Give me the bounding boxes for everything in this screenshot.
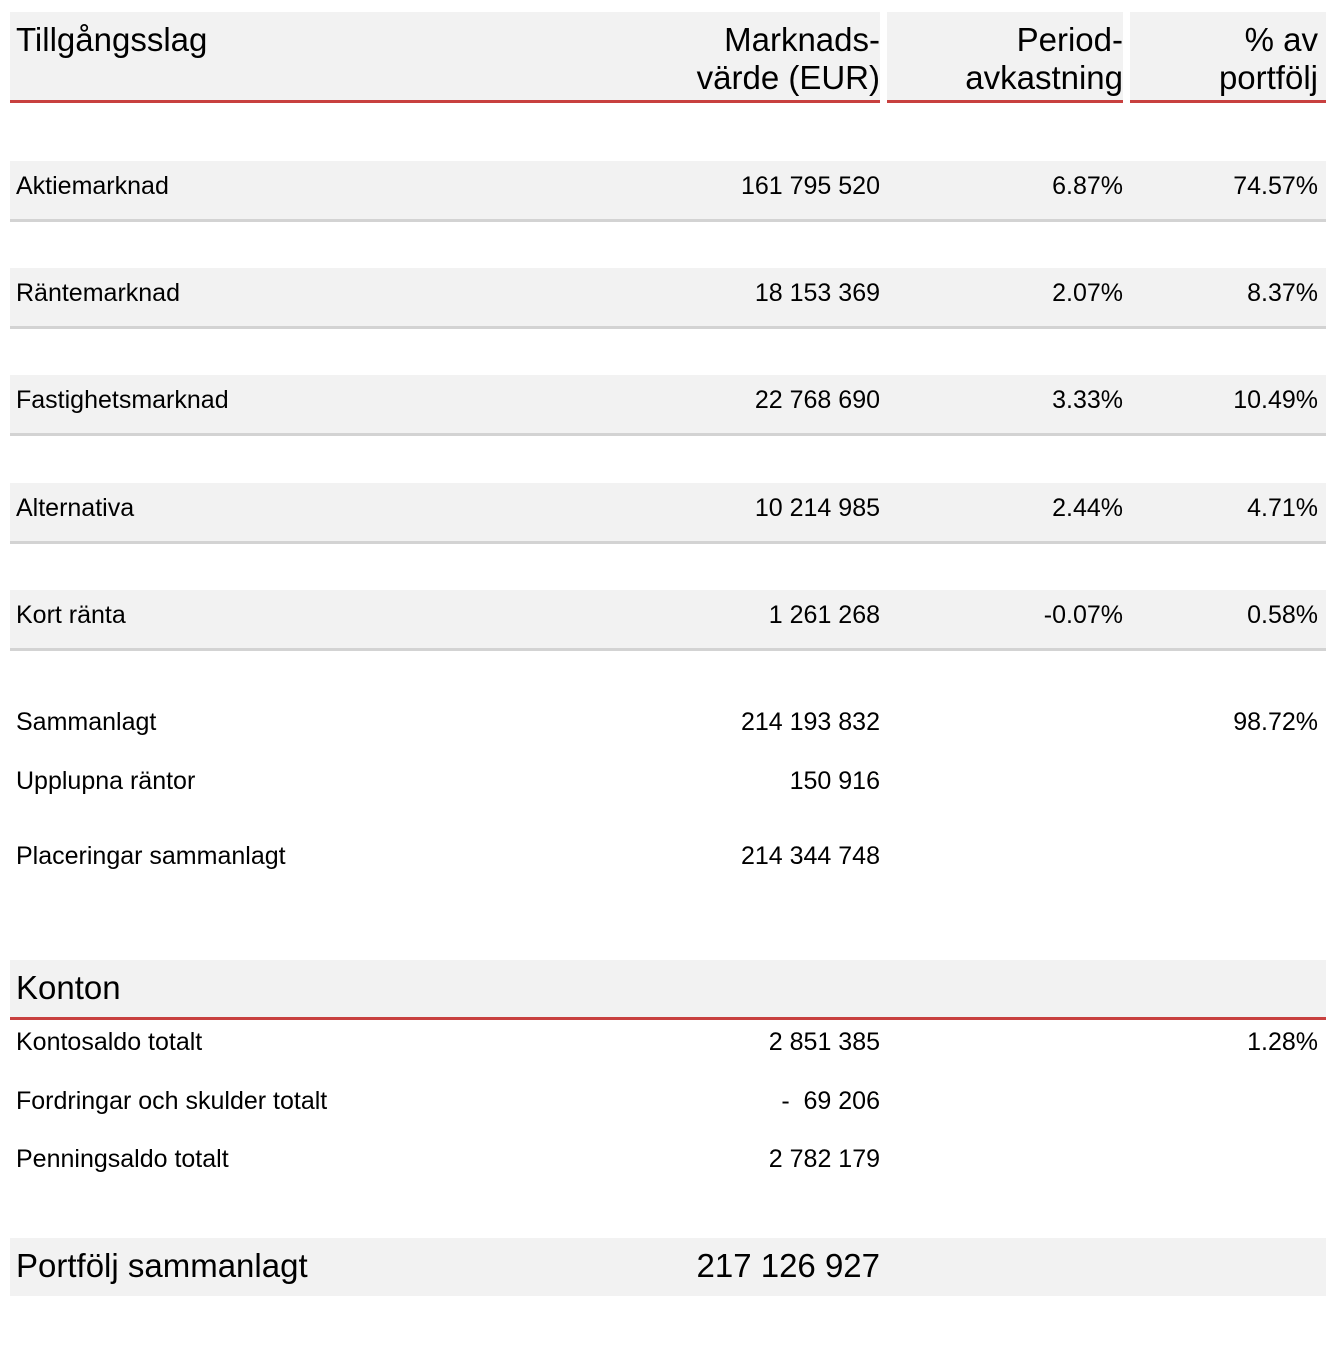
summary-accrued-label: Upplupna räntor xyxy=(16,767,196,795)
row-divider xyxy=(10,433,1326,436)
row-label: Fastighetsmarknad xyxy=(16,386,229,414)
row-market-value: 18 153 369 xyxy=(754,279,880,307)
header-asset-class: Tillgångsslag xyxy=(16,21,208,58)
portfolio-total-label: Portfölj sammanlagt xyxy=(16,1247,308,1284)
row-label: Alternativa xyxy=(16,494,135,522)
row-period-return: -0.07% xyxy=(1043,601,1123,629)
summary-total-label: Sammanlagt xyxy=(16,708,157,736)
account-row-value: 2 782 179 xyxy=(768,1145,880,1173)
table-row xyxy=(10,590,1326,648)
column-separator xyxy=(1123,12,1130,103)
column-separator xyxy=(880,12,887,103)
row-period-return: 6.87% xyxy=(1052,172,1123,200)
row-period-return: 3.33% xyxy=(1052,386,1123,414)
row-portfolio-share: 10.49% xyxy=(1233,386,1318,414)
header-return-line1: Period- xyxy=(1016,21,1123,58)
row-divider xyxy=(10,219,1326,222)
row-divider xyxy=(10,326,1326,329)
account-row-value: 2 851 385 xyxy=(768,1028,880,1056)
row-market-value: 22 768 690 xyxy=(754,386,880,414)
row-portfolio-share: 8.37% xyxy=(1247,279,1318,307)
portfolio-total-value: 217 126 927 xyxy=(696,1247,880,1284)
row-portfolio-share: 74.57% xyxy=(1233,172,1318,200)
accounts-header-background xyxy=(10,960,1326,1017)
header-share-line2: portfölj xyxy=(1218,59,1318,96)
summary-accrued-value: 150 916 xyxy=(789,767,880,795)
table-row xyxy=(10,161,1326,219)
accounts-title: Konton xyxy=(16,969,121,1006)
row-label: Aktiemarknad xyxy=(16,172,169,200)
row-market-value: 161 795 520 xyxy=(740,172,880,200)
account-row-share: 1.28% xyxy=(1247,1028,1318,1056)
row-period-return: 2.44% xyxy=(1052,494,1123,522)
table-row xyxy=(10,483,1326,541)
row-market-value: 1 261 268 xyxy=(768,601,880,629)
row-portfolio-share: 4.71% xyxy=(1247,494,1318,522)
summary-total-value: 214 193 832 xyxy=(740,708,880,736)
row-portfolio-share: 0.58% xyxy=(1247,601,1318,629)
table-row xyxy=(10,268,1326,326)
header-return-line2: avkastning xyxy=(965,59,1123,96)
account-row-label: Penningsaldo totalt xyxy=(16,1145,229,1173)
account-row-value: - 69 206 xyxy=(781,1087,880,1115)
account-row-label: Kontosaldo totalt xyxy=(16,1028,203,1056)
header-market-value-line1: Marknads- xyxy=(724,21,880,58)
header-share-line1: % av xyxy=(1244,21,1318,58)
row-label: Räntemarknad xyxy=(16,279,180,307)
row-period-return: 2.07% xyxy=(1052,279,1123,307)
accounts-header-rule xyxy=(10,1017,1326,1020)
row-divider xyxy=(10,541,1326,544)
header-market-value-line2: värde (EUR) xyxy=(696,59,880,96)
summary-placements-value: 214 344 748 xyxy=(740,842,880,870)
row-market-value: 10 214 985 xyxy=(754,494,880,522)
summary-placements-label: Placeringar sammanlagt xyxy=(16,842,286,870)
summary-total-share: 98.72% xyxy=(1233,708,1318,736)
row-label: Kort ränta xyxy=(16,601,126,629)
row-divider xyxy=(10,648,1326,651)
account-row-label: Fordringar och skulder totalt xyxy=(16,1087,328,1115)
